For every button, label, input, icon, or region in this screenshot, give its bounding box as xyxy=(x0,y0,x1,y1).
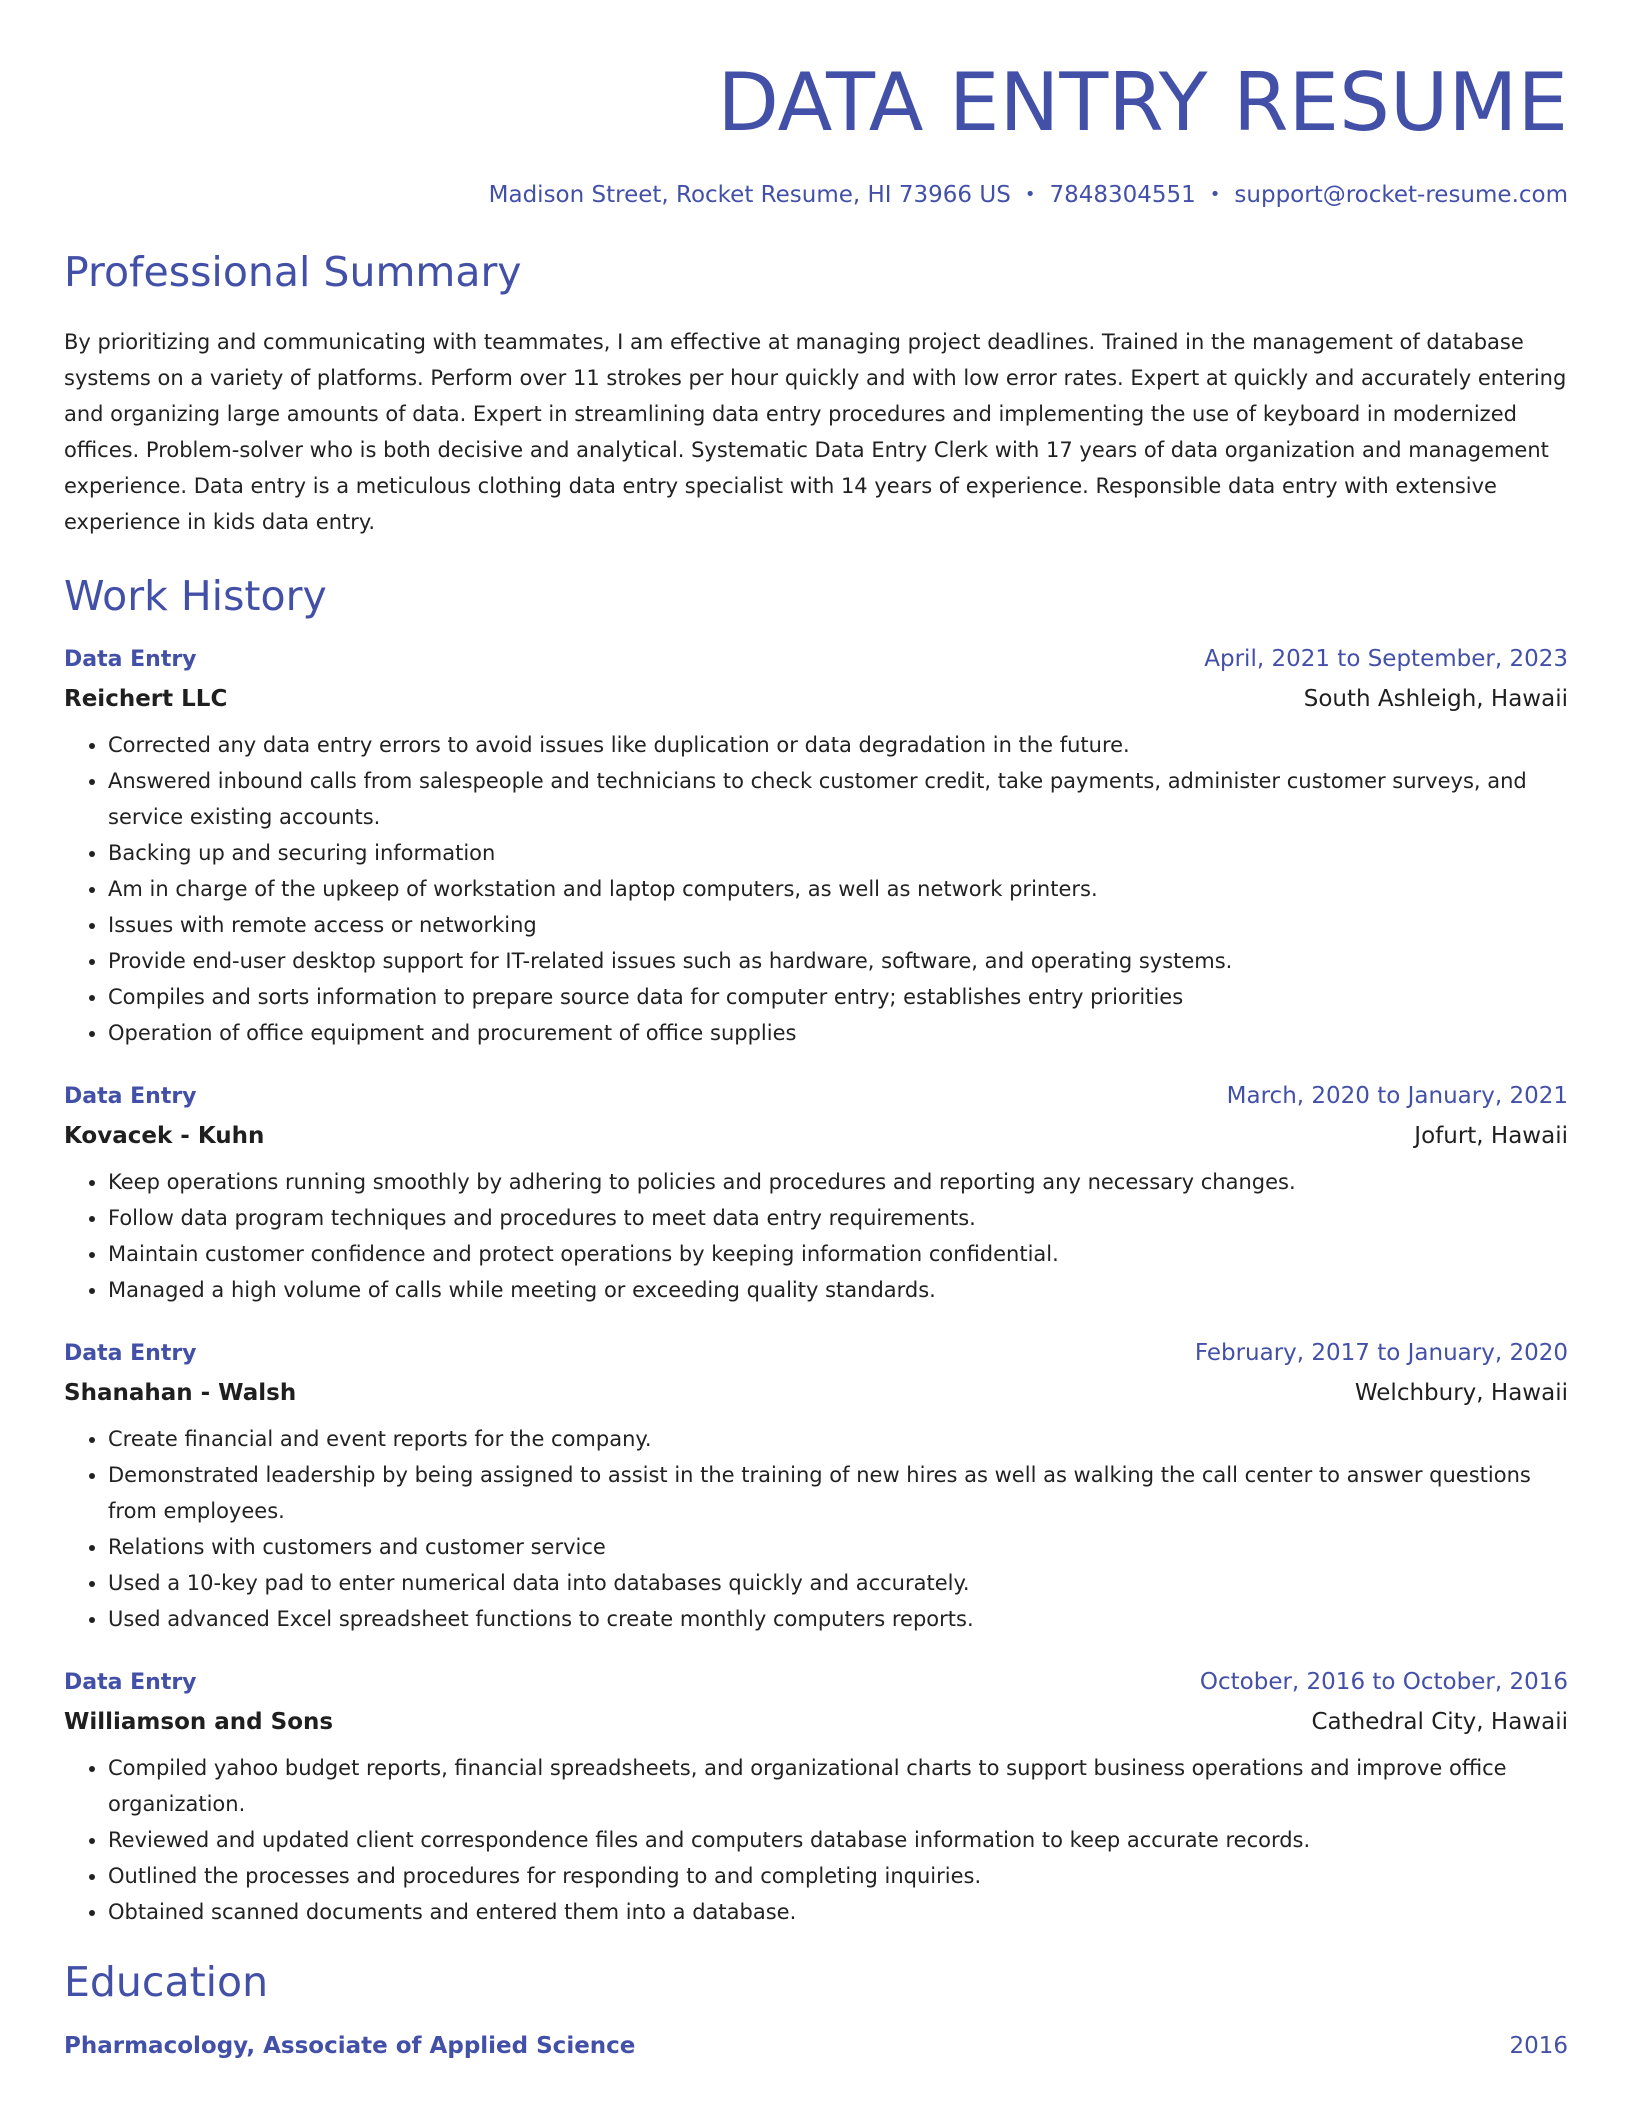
job-duty-item: • Provide end-user desktop support for IT-related issues such as hardware, software, and operating systems. xyxy=(108,943,1568,979)
job-duty-item: • Create financial and event reports for the company. xyxy=(108,1421,1568,1457)
job-list xyxy=(64,640,1568,1930)
summary-text: By prioritizing and communicating with teammates, I am effective at managing project deadlines. Trained in the management of database systems on a variety of platforms. Perform over 11 strokes per hour quickly and with low error rates. Expert at quickly and accurately entering and organizing large amounts of data. Expert in streamlining data entry procedures and implementing the use of keyboard in modernized offices. Problem-solver who is both decisive and analytical. Systematic Data Entry Clerk with 17 years of data organization and management experience. Data entry is a meticulous clothing data entry specialist with 14 years of experience. Responsible data entry with extensive experience in kids data entry. xyxy=(64,330,1567,534)
job-company-row xyxy=(64,1373,1568,1413)
job-title-row xyxy=(64,640,1568,679)
resume-title: DATA ENTRY RESUME xyxy=(717,56,1568,149)
job-duties-list xyxy=(64,727,1568,1051)
job-role: Data Entry xyxy=(64,1341,197,1366)
job-duty-item: • Demonstrated leadership by being assigned to assist in the training of new hires as well as walking the call center to answer questions from employees. xyxy=(108,1457,1568,1529)
job-dates: October, 2016 to October, 2016 xyxy=(1199,1669,1568,1695)
education-degree: Pharmacology, Associate of Applied Science xyxy=(64,2033,636,2059)
job-duty-item: • Outlined the processes and procedures for responding to and completing inquiries. xyxy=(108,1858,1568,1894)
job-location: Jofurt, Hawaii xyxy=(1414,1123,1568,1149)
job-duty-item: • Obtained scanned documents and entered them into a database. xyxy=(108,1894,1568,1930)
job-location: Welchbury, Hawaii xyxy=(1354,1380,1568,1406)
job-duty-item: • Issues with remote access or networking xyxy=(108,907,1568,943)
job-company-row xyxy=(64,1702,1568,1742)
job-duty-item: • Maintain customer confidence and protect operations by keeping information confidential. xyxy=(108,1236,1568,1272)
section-heading-summary: Professional Summary xyxy=(64,248,522,296)
job-dates: April, 2021 to September, 2023 xyxy=(1204,646,1568,672)
job-duty-item: • Used a 10-key pad to enter numerical data into databases quickly and accurately. xyxy=(108,1565,1568,1601)
job-duties-list xyxy=(64,1164,1568,1308)
job-duties-list xyxy=(64,1750,1568,1930)
job-duty-item: • Managed a high volume of calls while meeting or exceeding quality standards. xyxy=(108,1272,1568,1308)
job-duty-item: • Operation of office equipment and procurement of office supplies xyxy=(108,1015,1568,1051)
job-duty-item: • Corrected any data entry errors to avoid issues like duplication or data degradation in the future. xyxy=(108,727,1568,763)
job-title-row xyxy=(64,1663,1568,1702)
contact-phone: 7848304551 xyxy=(1049,182,1196,208)
job-duty-item: • Answered inbound calls from salespeople and technicians to check customer credit, take payments, administer customer surveys, and service existing accounts. xyxy=(108,763,1568,835)
contact-email: support@rocket-resume.com xyxy=(1234,182,1568,208)
contact-line xyxy=(64,178,1568,212)
job-role: Data Entry xyxy=(64,1670,197,1695)
job-entry xyxy=(64,1663,1568,1930)
job-duty-item: • Keep operations running smoothly by adhering to policies and procedures and reporting any necessary changes. xyxy=(108,1164,1568,1200)
work-history-section xyxy=(64,566,1568,1930)
job-company: Shanahan - Walsh xyxy=(64,1380,297,1406)
resume-header xyxy=(64,0,1568,212)
education-entry xyxy=(64,2026,1568,2066)
job-duty-item: • Am in charge of the upkeep of workstation and laptop computers, as well as network printers. xyxy=(108,871,1568,907)
job-company-row xyxy=(64,679,1568,719)
job-title-row xyxy=(64,1334,1568,1373)
job-title-row xyxy=(64,1077,1568,1116)
job-entry xyxy=(64,640,1568,1051)
section-heading-education: Education xyxy=(64,1958,269,2006)
job-company: Reichert LLC xyxy=(64,686,228,712)
job-role: Data Entry xyxy=(64,647,197,672)
job-location: South Ashleigh, Hawaii xyxy=(1303,686,1568,712)
contact-separator: • xyxy=(1209,184,1221,205)
job-company: Williamson and Sons xyxy=(64,1709,334,1735)
job-duty-item: • Relations with customers and customer service xyxy=(108,1529,1568,1565)
job-duties-list xyxy=(64,1421,1568,1637)
contact-separator: • xyxy=(1024,184,1036,205)
job-entry xyxy=(64,1077,1568,1308)
job-dates: February, 2017 to January, 2020 xyxy=(1194,1340,1568,1366)
job-role: Data Entry xyxy=(64,1084,197,1109)
education-year: 2016 xyxy=(1509,2033,1568,2059)
job-dates: March, 2020 to January, 2021 xyxy=(1226,1083,1568,1109)
contact-address: Madison Street, Rocket Resume, HI 73966 US xyxy=(488,182,1011,208)
job-company: Kovacek - Kuhn xyxy=(64,1123,265,1149)
job-duty-item: • Follow data program techniques and procedures to meet data entry requirements. xyxy=(108,1200,1568,1236)
job-duty-item: • Used advanced Excel spreadsheet functions to create monthly computers reports. xyxy=(108,1601,1568,1637)
job-location: Cathedral City, Hawaii xyxy=(1311,1709,1568,1735)
job-entry xyxy=(64,1334,1568,1637)
job-duty-item: • Compiles and sorts information to prepare source data for computer entry; establishes entry priorities xyxy=(108,979,1568,1015)
job-company-row xyxy=(64,1116,1568,1156)
professional-summary-section xyxy=(64,242,1568,540)
section-heading-work-history: Work History xyxy=(64,572,327,620)
job-duty-item: • Reviewed and updated client correspondence files and computers database information to keep accurate records. xyxy=(108,1822,1568,1858)
job-duty-item: • Backing up and securing information xyxy=(108,835,1568,871)
job-duty-item: • Compiled yahoo budget reports, financial spreadsheets, and organizational charts to support business operations and improve office organization. xyxy=(108,1750,1568,1822)
education-section xyxy=(64,1952,1568,2066)
